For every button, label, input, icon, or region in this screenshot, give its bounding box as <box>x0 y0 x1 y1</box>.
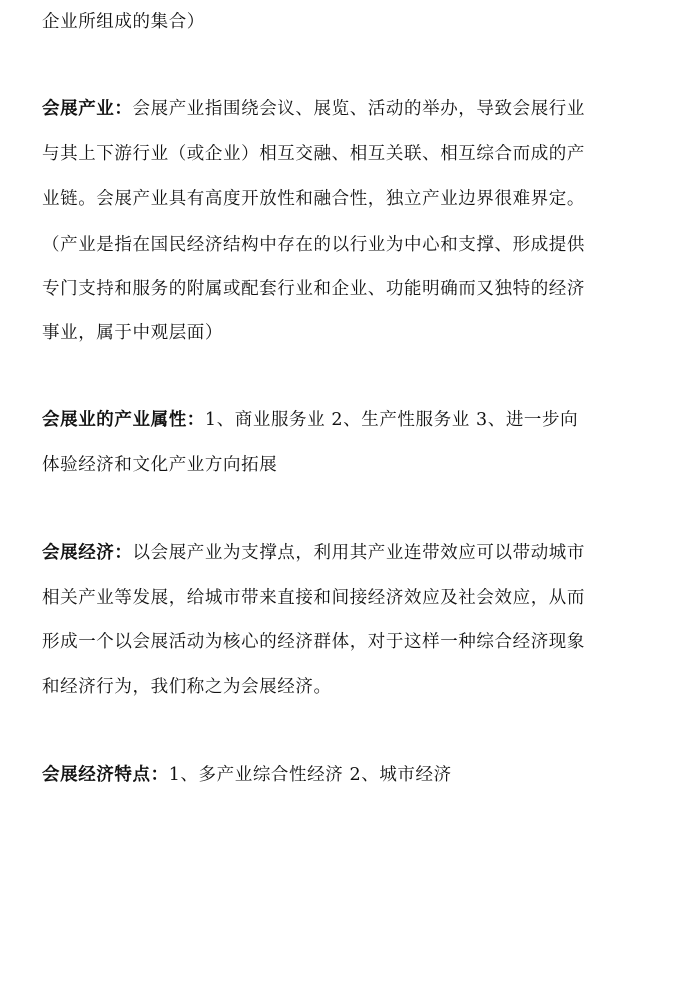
paragraph-line <box>42 541 585 565</box>
intro-line <box>42 10 205 34</box>
term-heading: 会展产业： <box>42 99 133 119</box>
paragraph-text: 专门支持和服务的附属或配套行业和企业、功能明确而又独特的经济 <box>42 279 585 299</box>
paragraph-text: 和经济行为，我们称之为会展经济。 <box>42 677 332 697</box>
paragraph-text: 业链。会展产业具有高度开放性和融合性，独立产业边界很难界定。 <box>42 189 585 209</box>
paragraph-text: 形成一个以会展活动为核心的经济群体，对于这样一种综合经济现象 <box>42 632 585 652</box>
paragraph-line <box>42 630 585 654</box>
paragraph-text: （产业是指在国民经济结构中存在的以行业为中心和支撑、形成提供 <box>42 235 585 255</box>
paragraph-line <box>42 675 332 699</box>
term-heading: 会展经济： <box>42 543 133 563</box>
paragraph-line <box>42 233 585 257</box>
term-heading: 会展经济特点： <box>42 765 169 785</box>
intro-text: 企业所组成的集合） <box>42 12 205 32</box>
paragraph-line <box>42 187 585 211</box>
paragraph-text: 以会展产业为支撑点，利用其产业连带效应可以带动城市 <box>132 543 585 563</box>
paragraph-text: 体验经济和文化产业方向拓展 <box>42 455 278 475</box>
paragraph-line <box>42 321 223 345</box>
paragraph-line <box>42 97 585 121</box>
paragraph-text: 1、商业服务业 2、生产性服务业 3、进一步向 <box>204 410 579 430</box>
paragraph-line <box>42 408 578 432</box>
paragraph-line <box>42 453 277 477</box>
paragraph-text: 相关产业等发展，给城市带来直接和间接经济效应及社会效应，从而 <box>42 588 585 608</box>
paragraph-line <box>42 277 585 301</box>
paragraph-line <box>42 142 585 166</box>
paragraph-text: 会展产业指围绕会议、展览、活动的举办，导致会展行业 <box>132 99 585 119</box>
paragraph-text: 1、多产业综合性经济 2、城市经济 <box>168 765 452 785</box>
paragraph-line <box>42 763 452 787</box>
paragraph-line <box>42 586 585 610</box>
term-heading: 会展业的产业属性： <box>42 410 205 430</box>
paragraph-text: 与其上下游行业（或企业）相互交融、相互关联、相互综合而成的产 <box>42 144 585 164</box>
paragraph-text: 事业，属于中观层面） <box>42 323 223 343</box>
